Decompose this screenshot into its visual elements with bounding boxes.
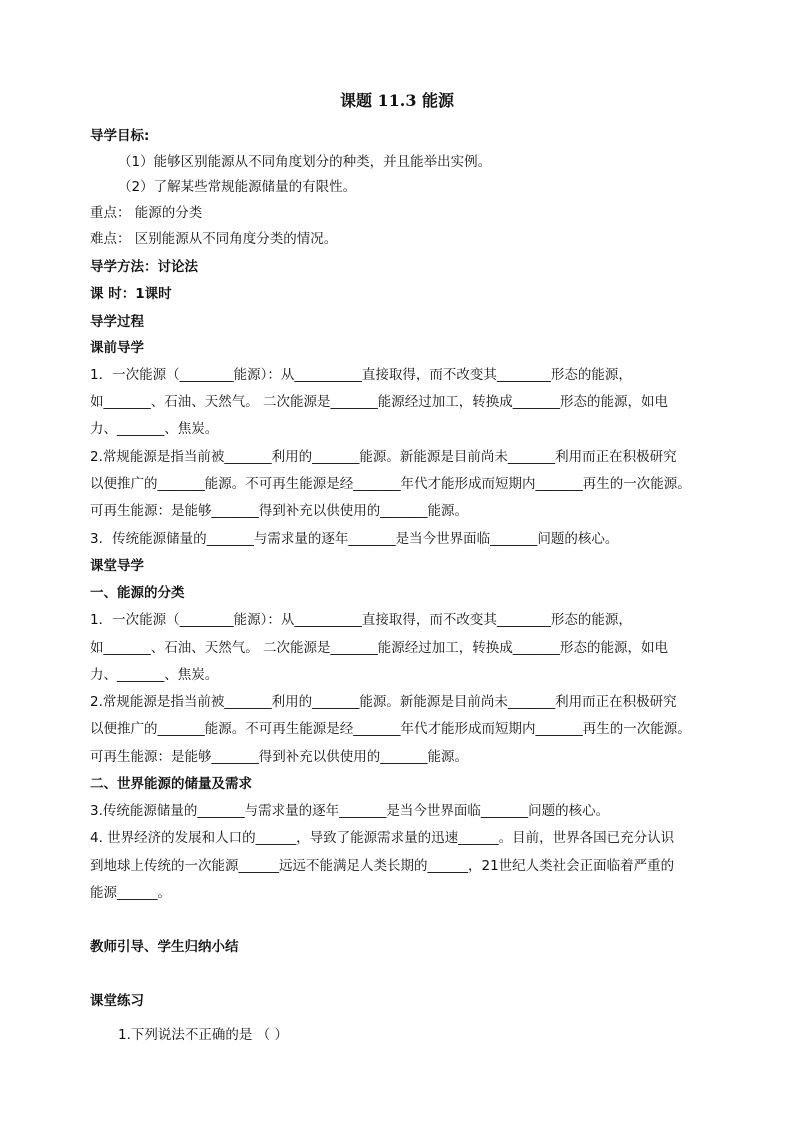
section-1-heading: 一、能源的分类 bbox=[90, 585, 185, 601]
section-2-heading: 二、世界能源的储量及需求 bbox=[90, 776, 252, 792]
paragraph-line: 以便推广的_______能源。不可再生能源是经_______年代才能形成而短期内_______再生的一次能源。 bbox=[90, 721, 691, 737]
objective-2: （2）了解某些常规能源储量的有限性。 bbox=[118, 179, 357, 195]
paragraph-line: 力、_______、焦炭。 bbox=[90, 421, 219, 437]
pre-class-heading: 课前导学 bbox=[90, 340, 144, 356]
paragraph-line: 如_______、石油、天然气。 二次能源是_______能源经过加工，转换成_______形态的能源，如电 bbox=[90, 394, 669, 410]
paragraph-line: 可再生能源：是能够_______得到补充以供使用的_______能源。 bbox=[90, 503, 468, 519]
method-line: 导学方法：讨论法 bbox=[90, 259, 198, 275]
paragraph-line: 可再生能源：是能够_______得到补充以供使用的_______能源。 bbox=[90, 749, 468, 765]
objective-1: （1）能够区别能源从不同角度划分的种类，并且能举出实例。 bbox=[118, 154, 492, 170]
exercise-heading: 课堂练习 bbox=[90, 993, 144, 1009]
paragraph-line: 到地球上传统的一次能源______远远不能满足人类长期的______，21世纪人类社会正面临着严重的 bbox=[90, 858, 675, 874]
paragraph-line: 2.常规能源是指当前被_______利用的_______能源。新能源是目前尚未_______利用而正在积极研究 bbox=[90, 694, 677, 710]
class-hours-line: 课 时：1课时 bbox=[90, 286, 172, 302]
summary-heading: 教师引导、学生归纳小结 bbox=[90, 939, 239, 955]
paragraph-line: 1．一次能源（________能源）：从__________直接取得，而不改变其________形态的能源， bbox=[90, 612, 632, 628]
paragraph-line: 3.传统能源储量的_______与需求量的逐年_______是当今世界面临_______问题的核心。 bbox=[90, 803, 610, 819]
paragraph-line: 3．传统能源储量的_______与需求量的逐年_______是当今世界面临_______问题的核心。 bbox=[90, 531, 619, 547]
key-point: 重点： 能源的分类 bbox=[90, 205, 203, 221]
paragraph-line: 以便推广的_______能源。不可再生能源是经_______年代才能形成而短期内_______再生的一次能源。 bbox=[90, 476, 691, 492]
page-title: 课题 11.3 能源 bbox=[339, 91, 455, 110]
paragraph-line: 2.常规能源是指当前被_______利用的_______能源。新能源是目前尚未_______利用而正在积极研究 bbox=[90, 449, 677, 465]
process-heading: 导学过程 bbox=[90, 314, 144, 330]
paragraph-line: 1．一次能源（________能源）：从__________直接取得，而不改变其________形态的能源， bbox=[90, 367, 632, 383]
paragraph-line: 4. 世界经济的发展和人口的______，导致了能源需求量的迅速______。目前，世界各国已充分认识 bbox=[90, 830, 675, 846]
in-class-heading: 课堂导学 bbox=[90, 558, 144, 574]
difficult-point: 难点： 区别能源从不同角度分类的情况。 bbox=[90, 231, 338, 247]
paragraph-line: 如_______、石油、天然气。 二次能源是_______能源经过加工，转换成_______形态的能源，如电 bbox=[90, 640, 669, 656]
paragraph-line: 能源______。 bbox=[90, 885, 171, 901]
paragraph-line: 力、_______、焦炭。 bbox=[90, 667, 219, 683]
objectives-heading: 导学目标: bbox=[90, 128, 150, 144]
exercise-question-1: 1.下列说法不正确的是 （ ） bbox=[118, 1027, 288, 1043]
